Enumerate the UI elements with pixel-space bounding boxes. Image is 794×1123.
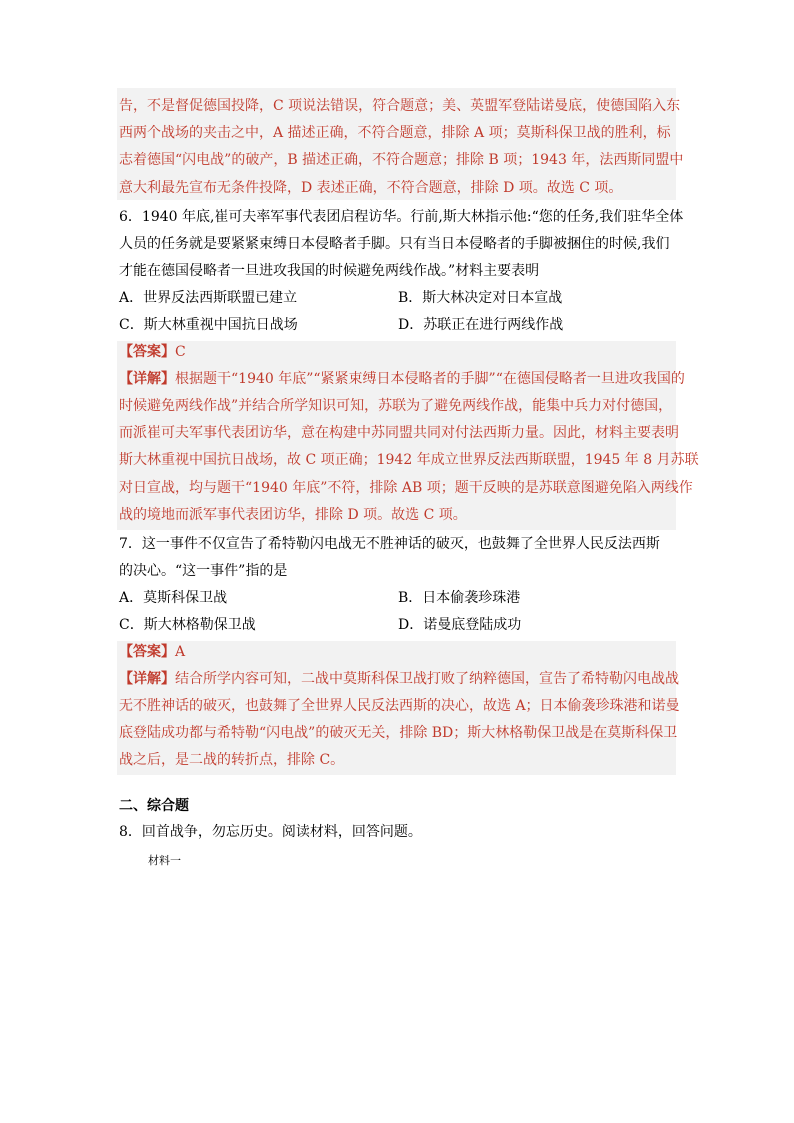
option-b: B．斯大林决定对日本宣战	[398, 290, 563, 306]
option-a: A．莫斯科保卫战	[119, 590, 228, 606]
option-d: D．诺曼底登陆成功	[398, 617, 522, 633]
question-6-line: 人员的任务就是要紧紧束缚日本侵略者手脚。只有当日本侵略者的手脚被捆住的时候,我们	[119, 236, 670, 252]
answer-label: 【答案】	[119, 644, 175, 660]
explanation-line: 告，不是督促德国投降，C 项说法错误，符合题意；美、英盟军登陆诺曼底，使德国陷入东	[119, 98, 681, 114]
answer-line	[119, 344, 186, 360]
option-c: C．斯大林重视中国抗日战场	[119, 317, 298, 333]
question-6-line: 6．1940 年底,崔可夫率军事代表团启程访华。行前,斯大林指示他:“您的任务,我们驻华全体	[119, 209, 684, 225]
option-d: D．苏联正在进行两线作战	[398, 317, 564, 333]
detail-label: 【详解】	[119, 671, 175, 687]
explanation-line: 意大利最先宣布无条件投降，D 表述正确，不符合题意，排除 D 项。故选 C 项。	[119, 180, 623, 196]
explanation-line: 志着德国“闪电战”的破产，B 描述正确，不符合题意；排除 B 项；1943 年，法西斯同盟中	[119, 152, 684, 168]
option-a: A．世界反法西斯联盟已建立	[119, 290, 298, 306]
answer-label: 【答案】	[119, 344, 175, 360]
detail-line: 底登陆成功都与希特勒“闪电战”的破灭无关，排除 BD；斯大林格勒保卫战是在莫斯科保卫	[119, 725, 678, 741]
detail-line: 而派崔可夫军事代表团访华，意在构建中苏同盟共同对付法西斯力量。因此，材料主要表明	[119, 425, 679, 441]
detail-text: 结合所学内容可知，二战中莫斯科保卫战打败了纳粹德国，宣告了希特勒闪电战战	[175, 671, 679, 687]
option-b: B．日本偷袭珍珠港	[398, 590, 521, 606]
question-6-line: 才能在德国侵略者一旦进攻我国的时候避免两线作战。”材料主要表明	[119, 263, 540, 279]
section-heading: 二、综合题	[119, 798, 189, 814]
detail-line	[119, 371, 685, 387]
detail-label: 【详解】	[119, 371, 175, 387]
option-c: C．斯大林格勒保卫战	[119, 617, 256, 633]
explanation-line: 西两个战场的夹击之中，A 描述正确，不符合题意，排除 A 项；莫斯科保卫战的胜利，标	[119, 125, 671, 141]
detail-line: 斯大林重视中国抗日战场，故 C 项正确；1942 年成立世界反法西斯联盟，1945 年 8 月苏联	[119, 452, 699, 468]
detail-line: 战之后，是二战的转折点，排除 C。	[119, 752, 345, 768]
answer-value: C	[175, 344, 186, 360]
detail-line: 无不胜神话的破灭，也鼓舞了全世界人民反法西斯的决心，故选 A；日本偷袭珍珠港和诺曼	[119, 698, 680, 714]
answer-value: A	[175, 644, 186, 660]
answer-line	[119, 644, 185, 660]
detail-text: 根据题干“1940 年底”“紧紧束缚日本侵略者的手脚”“在德国侵略者一旦进攻我国的	[175, 371, 685, 387]
question-8-line: 8．回首战争，勿忘历史。阅读材料，回答问题。	[119, 824, 422, 840]
detail-line: 时候避免两线作战”并结合所学知识可知，苏联为了避免两线作战，能集中兵力对付德国，	[119, 398, 673, 414]
detail-line: 对日宣战，均与题干“1940 年底”不符，排除 AB 项；题干反映的是苏联意图避免陷入两线作	[119, 480, 693, 496]
detail-line	[119, 671, 679, 687]
question-7-line: 的决心。“这一事件”指的是	[119, 563, 288, 579]
question-7-line: 7．这一事件不仅宣告了希特勒闪电战无不胜神话的破灭，也鼓舞了全世界人民反法西斯	[119, 536, 660, 552]
detail-line: 战的境地而派军事代表团访华，排除 D 项。故选 C 项。	[119, 507, 467, 523]
material-label: 材料一	[148, 854, 181, 867]
